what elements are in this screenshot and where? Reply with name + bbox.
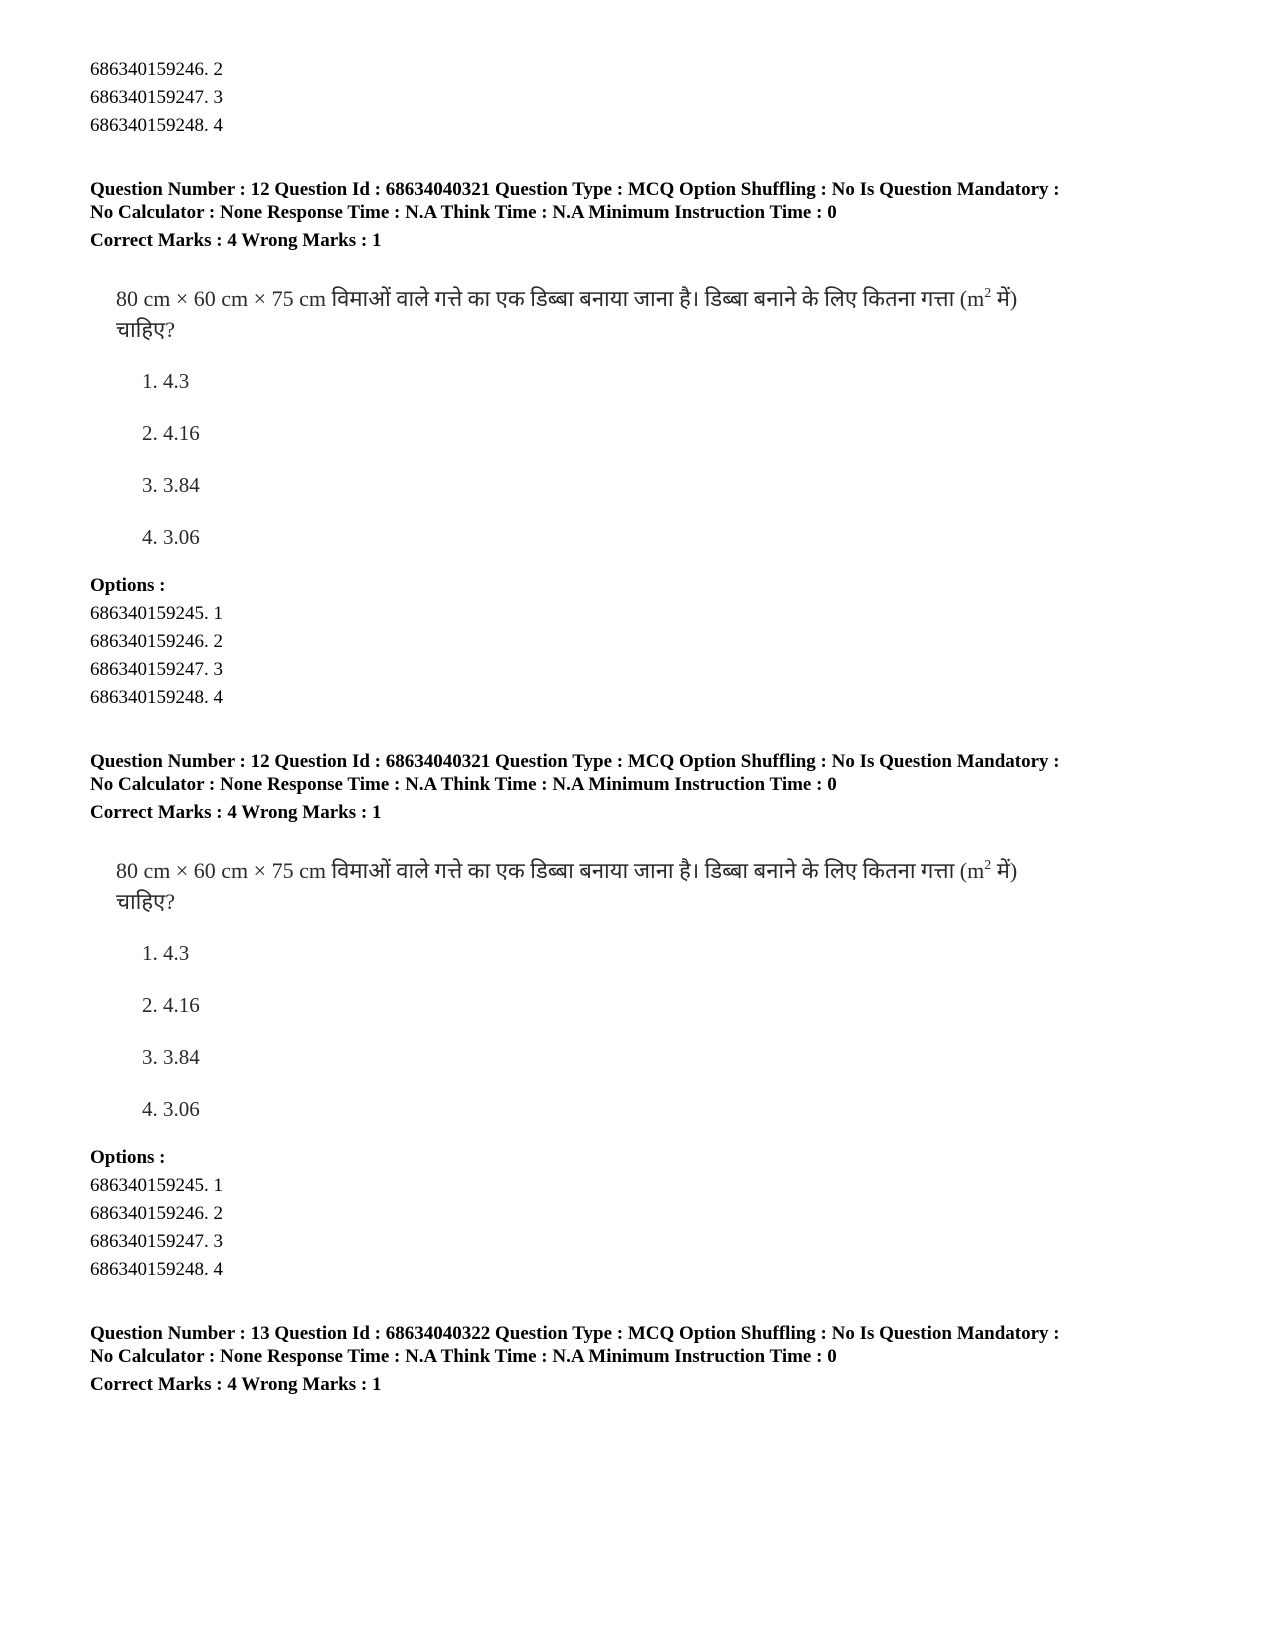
answer-choice: 1. 4.3 — [142, 941, 190, 965]
question-text-main: 80 cm × 60 cm × 75 cm विमाओं वाले गत्ते का एक डिब्बा बनाया जाना है। डिब्बा बनाने के लिए कितना गत्ता (m — [116, 286, 985, 311]
option-id-line: 686340159246. 2 — [90, 59, 223, 80]
option-id-line: 686340159245. 1 — [90, 603, 223, 624]
answer-choice: 4. 3.06 — [142, 1097, 200, 1121]
option-id-line: 686340159246. 2 — [90, 631, 223, 652]
answer-choice: 2. 4.16 — [142, 993, 200, 1017]
question-meta-line1: Question Number : 13 Question Id : 68634040322 Question Type : MCQ Option Shuffling : No Is Question Mandatory : — [90, 1323, 1060, 1344]
options-label: Options : — [90, 1147, 166, 1168]
question-header — [90, 1322, 1200, 1368]
answer-choice: 1. 4.3 — [142, 369, 190, 393]
question-header — [90, 178, 1200, 224]
option-id-line: 686340159248. 4 — [90, 687, 223, 708]
question-text-line2: चाहिए? — [116, 317, 175, 342]
options-label: Options : — [90, 575, 166, 596]
question-text-tail: में) — [991, 286, 1018, 311]
question-meta-line2: No Calculator : None Response Time : N.A Think Time : N.A Minimum Instruction Time : 0 — [90, 774, 837, 795]
question-header — [90, 750, 1200, 796]
question-text — [116, 283, 1196, 345]
option-id-line: 686340159247. 3 — [90, 1231, 223, 1252]
option-id-line: 686340159246. 2 — [90, 1203, 223, 1224]
answer-choice: 4. 3.06 — [142, 525, 200, 549]
question-meta-line1: Question Number : 12 Question Id : 68634040321 Question Type : MCQ Option Shuffling : No Is Question Mandatory : — [90, 751, 1060, 772]
question-text-superscript: 2 — [984, 286, 992, 301]
option-id-line: 686340159248. 4 — [90, 115, 223, 136]
question-marks: Correct Marks : 4 Wrong Marks : 1 — [90, 1374, 382, 1395]
question-meta-line2: No Calculator : None Response Time : N.A Think Time : N.A Minimum Instruction Time : 0 — [90, 202, 837, 223]
option-id-line: 686340159245. 1 — [90, 1175, 223, 1196]
question-text-line2: चाहिए? — [116, 889, 175, 914]
answer-choice: 3. 3.84 — [142, 473, 200, 497]
question-text-tail: में) — [991, 858, 1018, 883]
answer-choice: 2. 4.16 — [142, 421, 200, 445]
option-id-line: 686340159247. 3 — [90, 87, 223, 108]
question-marks: Correct Marks : 4 Wrong Marks : 1 — [90, 802, 382, 823]
question-marks: Correct Marks : 4 Wrong Marks : 1 — [90, 230, 382, 251]
question-meta-line2: No Calculator : None Response Time : N.A Think Time : N.A Minimum Instruction Time : 0 — [90, 1346, 837, 1367]
option-id-line: 686340159247. 3 — [90, 659, 223, 680]
question-text — [116, 855, 1196, 917]
answer-choice: 3. 3.84 — [142, 1045, 200, 1069]
question-meta-line1: Question Number : 12 Question Id : 68634040321 Question Type : MCQ Option Shuffling : No Is Question Mandatory : — [90, 179, 1060, 200]
option-id-line: 686340159248. 4 — [90, 1259, 223, 1280]
question-text-superscript: 2 — [984, 858, 992, 873]
question-text-main: 80 cm × 60 cm × 75 cm विमाओं वाले गत्ते का एक डिब्बा बनाया जाना है। डिब्बा बनाने के लिए कितना गत्ता (m — [116, 858, 985, 883]
